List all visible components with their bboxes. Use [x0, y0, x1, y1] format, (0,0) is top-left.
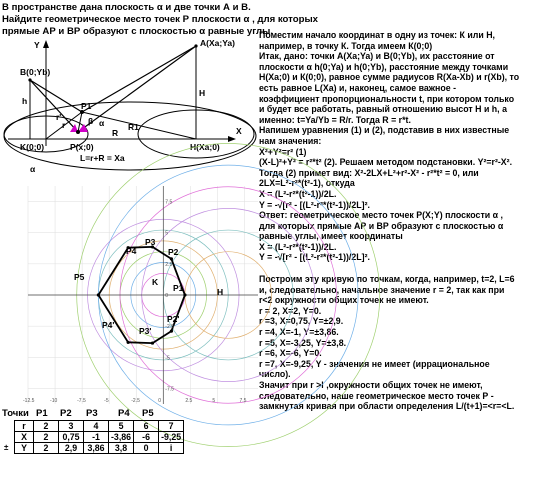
graph-label-p1: P1 — [173, 283, 184, 293]
graph-label-k: K — [152, 277, 159, 287]
x-tick-label: 5 — [212, 398, 216, 404]
y-tick-label: 7.5 — [165, 199, 173, 206]
y-axis-arrow — [43, 40, 49, 48]
label-l-equation: L=r+R = Xa — [80, 153, 125, 163]
label-y-axis: Y — [34, 40, 40, 50]
point-header: P1 — [36, 408, 48, 419]
text-line: например, в точку К. Тогда имеем К(0;0) — [259, 40, 433, 51]
locus-point — [97, 293, 100, 296]
point-header: P2 — [60, 408, 72, 419]
graph-label-p2-prime: P2' — [167, 314, 180, 324]
table-cell: 2 — [34, 432, 59, 443]
text-line: X²+Y²=r² (1) — [259, 146, 307, 157]
text-line: r = 2, X=2, Y=0. — [259, 305, 322, 316]
solution-text — [259, 30, 531, 412]
x-tick-label: -2.5 — [131, 398, 140, 404]
table-row — [15, 432, 184, 443]
label-alpha-angle: α — [99, 118, 105, 128]
table-cell: 4 — [84, 421, 109, 432]
point-header: P5 — [142, 408, 154, 419]
label-beta: β — [88, 116, 94, 126]
problem-line: прямые АР и ВР образуют с плоскостью α равные углы. — [2, 26, 273, 37]
x-tick-label: 7.5 — [239, 398, 247, 404]
text-line: следовательно, наше геометрическое место точек Р - — [259, 390, 494, 401]
x-tick-label: 0 — [158, 398, 162, 404]
table-cell: 3 — [59, 421, 84, 432]
text-line: число). — [259, 369, 291, 380]
problem-line: Найдите геометрическое место точек Р плоскости α , для которых — [2, 14, 318, 25]
table-cell: 5 — [109, 421, 134, 432]
x-tick-label: -7.5 — [77, 398, 86, 404]
label-alpha-plane: α — [30, 164, 36, 174]
label-point-a: A(Xa;Ya) — [200, 38, 235, 48]
table-cell: -9,25 — [159, 432, 184, 443]
x-tick-label: -12.5 — [23, 398, 35, 404]
text-line: (X-L)²+Y² = r²*t² (2). Решаем методом подстановки. Y²=r²-X². — [259, 157, 513, 168]
text-line: r =7, X=-9,25, Y - значения не имеет (иррациональное — [259, 358, 490, 369]
y-tick-label: -2.5 — [165, 324, 174, 331]
y-tick-label: 5 — [165, 230, 169, 237]
graph-label-p5: P5 — [74, 272, 85, 282]
text-line: Поместим начало координат в одну из точек: К или Н, — [259, 30, 495, 40]
label-h-small: h — [22, 96, 28, 106]
text-line: именно: t=Ya/Yb = R/r. Тогда R = r*t. — [259, 114, 411, 125]
text-line: и, следовательно, начальное значение r = 2, так как при — [259, 284, 505, 295]
locus-point — [170, 257, 173, 260]
text-line: r =3, X=0,75, Y=±2,9. — [259, 316, 344, 327]
label-r-prime: r' — [56, 112, 62, 122]
table-cell: 3,86 — [84, 443, 109, 454]
text-line: r =4, X=-1, Y=±3,86. — [259, 327, 339, 338]
table-cell: Y — [15, 443, 34, 454]
locus-point — [151, 341, 154, 344]
table-cell: 3,8 — [109, 443, 134, 454]
text-line: X = (L²-r²*(t²-1))/2L. — [259, 241, 337, 252]
point-header: P4 — [118, 408, 130, 419]
text-line: X = (L²-r²*(t²-1))/2L. — [259, 188, 337, 199]
text-line: Y = -√[r² - [(L²-r²*(t²-1))/2L]². — [259, 252, 370, 263]
table-cell: 0 — [134, 443, 159, 454]
text-line: нам значения: — [259, 135, 322, 146]
label-R: R — [112, 128, 119, 138]
text-line: Тогда (2) примет вид: X²-2LX+L²+r²-X² - r²*t² = 0, или — [259, 167, 479, 178]
plus-minus-mark: ± — [4, 443, 9, 452]
line-a-p — [78, 46, 196, 132]
text-line: 2LX=L²-r²*(t²-1), откуда — [259, 178, 355, 189]
y-tick-label: 0 — [165, 293, 169, 299]
text-line: Итак, дано: точки А(Xa;Ya) и В(0;Yb), их расстояние от — [259, 51, 495, 62]
locus-graph — [23, 186, 258, 404]
graph-label-p4-prime: P4' — [102, 320, 115, 330]
x-tick-label: 2.5 — [185, 398, 193, 404]
label-r: r — [62, 120, 66, 130]
values-table — [14, 420, 184, 454]
table-cell: 2 — [34, 421, 59, 432]
label-h-point: H(Xa;0) — [190, 142, 220, 152]
y-tick-label: -7.5 — [165, 386, 174, 393]
table-cell: -6 — [134, 432, 159, 443]
x-axis-arrow — [228, 136, 236, 142]
text-line: замкнутая кривая при области определения L/(t+1)=<r=<L. — [259, 401, 515, 412]
text-line: коэффициент пропорциональности t, при котором только — [259, 93, 515, 104]
table-title: Точки — [2, 408, 29, 419]
table-cell: r — [15, 421, 34, 432]
text-line: равные углы, имеет координаты — [259, 231, 403, 242]
text-line: r =6, X=-6, Y=0. — [259, 348, 322, 359]
point-a — [194, 44, 197, 47]
table-cell: i — [159, 443, 184, 454]
graph-label-p3-prime: P3' — [139, 326, 152, 336]
text-line: Построим эту кривую по точкам, когда, например, t=2, L=6 — [259, 274, 515, 285]
y-tick-label: 2.5 — [165, 261, 173, 268]
graph-label-p4: P4 — [126, 246, 137, 256]
table-cell: 7 — [159, 421, 184, 432]
graph-label-p3: P3 — [145, 237, 156, 247]
text-line: Напишем уравнения (1) и (2), подставив в них известные — [259, 125, 510, 136]
table-row — [15, 443, 184, 454]
geometry-diagram — [0, 36, 260, 186]
table-cell: X — [15, 432, 34, 443]
point-b — [28, 78, 31, 81]
text-line: Значит при r >l ,окружности общих точек не имеют, — [259, 380, 483, 390]
label-R1: R1 — [128, 122, 139, 132]
text-line: и будет все работать, равный отношению высот Н и h, а — [259, 104, 507, 115]
text-line: для которых прямые АР и ВР образуют с плоскостью α — [259, 220, 504, 231]
table-cell: -3,86 — [109, 432, 134, 443]
table-cell: -1 — [84, 432, 109, 443]
text-line: Y = -√[r² - [(L²-r²*(t²-1))/2L]². — [259, 199, 370, 210]
line-b-p1 — [30, 80, 82, 112]
label-x-axis: X — [236, 126, 242, 136]
table-cell: 6 — [134, 421, 159, 432]
locus-point — [127, 341, 130, 344]
label-p1: P1 — [81, 101, 92, 111]
text-line: есть равное L(Xa) и, наконец, самое важное - — [259, 82, 456, 93]
label-p: P(x;0) — [70, 142, 94, 152]
label-k: K(0;0) — [20, 142, 45, 152]
label-point-b: B(0;Yb) — [20, 67, 51, 77]
table-cell: 0,75 — [59, 432, 84, 443]
x-tick-label: -5 — [104, 398, 109, 404]
point-p — [76, 130, 80, 134]
graph-label-p2: P2 — [168, 247, 179, 257]
table-row — [15, 421, 184, 432]
y-tick-label: -5 — [165, 355, 170, 362]
locus-point — [183, 293, 186, 296]
text-line: Н(Xa;0) и К(0;0), равное сумме радиусов R(Xa-Xb) и r(Xb), то — [259, 72, 520, 83]
text-line: Ответ: геометрическое место точек Р(X;Y) плоскости α , — [259, 210, 503, 221]
table-cell: 2 — [34, 443, 59, 454]
table-cell: 2,9 — [59, 443, 84, 454]
problem-line: В пространстве дана плоскость α и две точки А и В. — [2, 2, 251, 13]
text-line: r<2 окружности общих точек не имеют. — [259, 295, 429, 306]
text-line: плоскости α h(0;Ya) и h(0;Yb), расстояние между точками — [259, 61, 509, 72]
point-header: P3 — [86, 408, 98, 419]
label-H-big: H — [199, 88, 206, 98]
x-tick-label: -10 — [50, 398, 58, 404]
text-line: r =5, X=-3,25, Y=±3,8. — [259, 337, 347, 348]
graph-label-h: H — [217, 287, 224, 297]
